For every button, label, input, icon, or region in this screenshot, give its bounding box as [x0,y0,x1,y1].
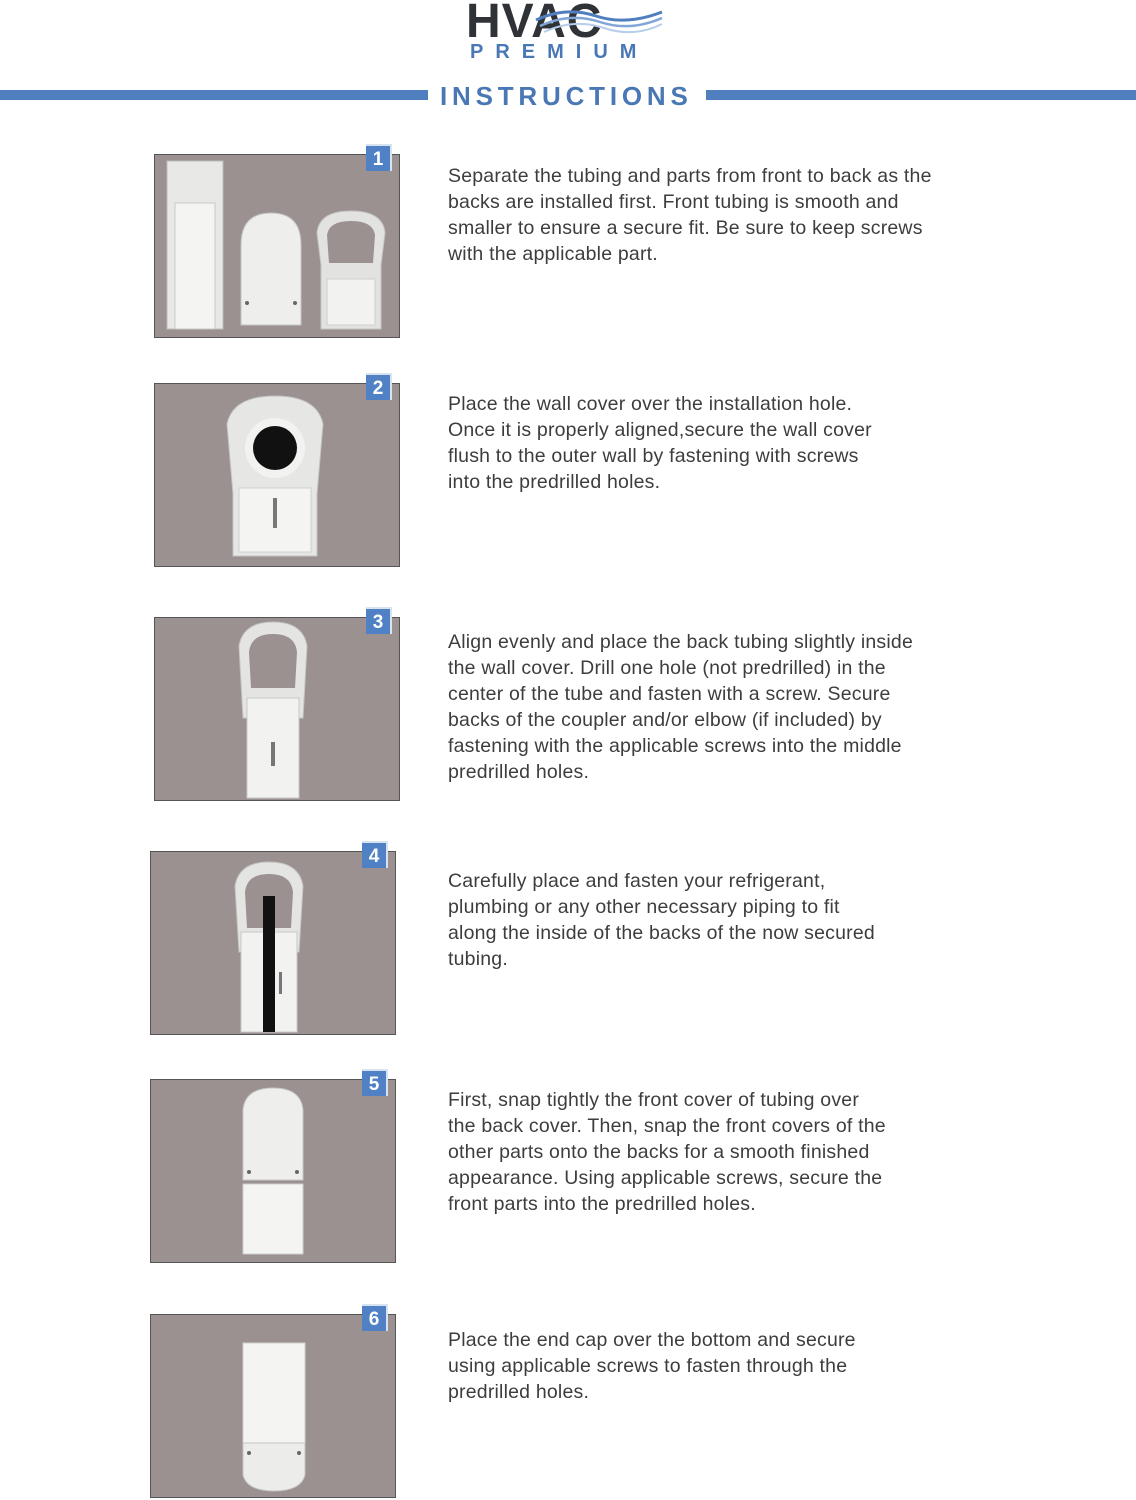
step-5-photo [150,1079,396,1263]
step-3-text: Align evenly and place the back tubing slightly inside the wall cover. Drill one hole (not predrilled) in the center of the tube and fasten with a screw. Secure backs of the coupler and/or elbow (if included) by fastening with the applicable screws into the middle predrilled holes. [448,631,914,783]
step-5-number: 5 [362,1069,388,1096]
step-1-text: Separate the tubing and parts from front to back as the backs are installed first. Front tubing is smooth and smaller to ensure a secure fit. Be sure to keep screws with the applicable part. [448,165,932,265]
brand-tagline: PREMIUM [470,41,649,63]
wall-cover-illustration [155,384,400,567]
step-6-text: Place the end cap over the bottom and secure using applicable screws to fasten through the predrilled holes. [448,1329,856,1403]
step-6-photo [150,1314,396,1498]
step-2-number: 2 [366,373,392,400]
step-3-photo [154,617,400,801]
divider-right [706,90,1136,100]
step-6-number: 6 [362,1304,388,1331]
step-2-text: Place the wall cover over the installation hole. Once it is properly aligned,secure the wall cover flush to the outer wall by fastening with screws into the predrilled holes. [448,393,872,493]
step-4-photo [150,851,396,1035]
end-cap-illustration [151,1315,396,1498]
brand-name: HVAC [466,0,603,48]
brand-logo [466,0,670,66]
step-5-text: First, snap tightly the front cover of tubing over the back cover. Then, snap the front covers of the other parts onto the backs for a smooth finished appearance. Using applicable screws, secure the front parts into the predrilled holes. [448,1089,886,1215]
step-2-photo [154,383,400,567]
step-1-number: 1 [366,144,392,171]
step-4-text: Carefully place and fasten your refrigerant, plumbing or any other necessary piping to fit along the inside of the backs of the now secured tubing. [448,870,875,970]
piping-illustration [151,852,396,1035]
back-tubing-illustration [155,618,400,801]
section-title: INSTRUCTIONS [440,81,693,111]
step-1-photo [154,154,400,338]
wave-icon [466,0,670,48]
step-3-number: 3 [366,607,392,634]
divider-left [0,90,428,100]
front-cover-illustration [151,1080,396,1263]
step-4-number: 4 [362,841,388,868]
tubing-parts-illustration [155,155,400,338]
